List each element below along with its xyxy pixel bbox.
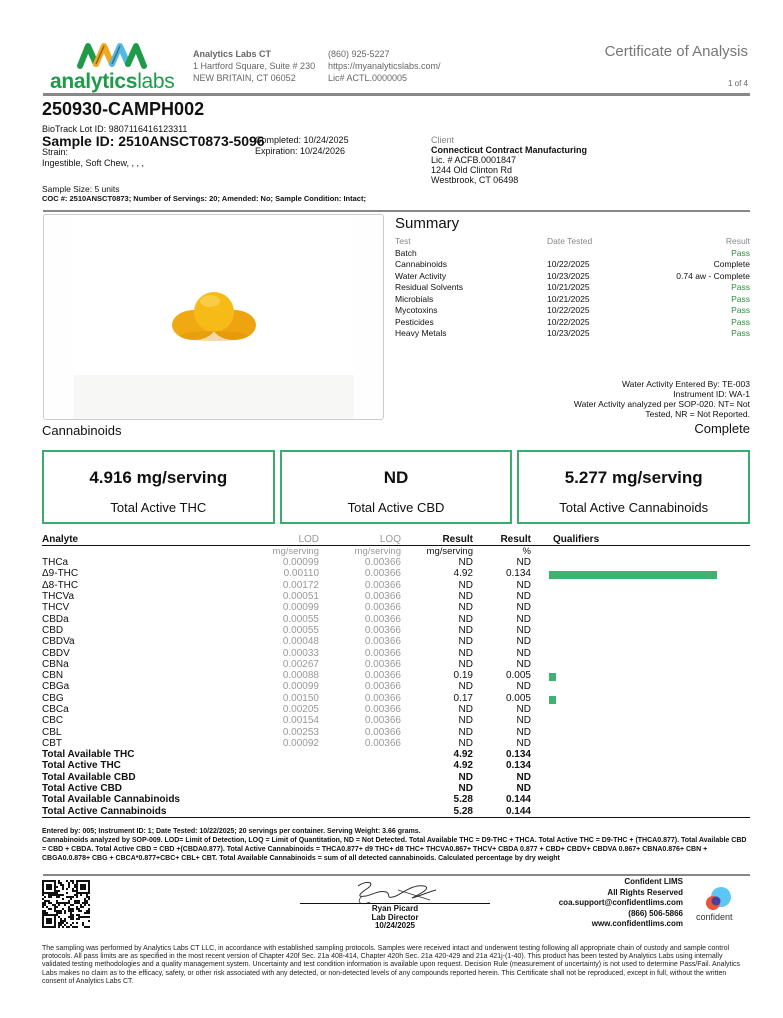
card-total-active-cannabinoids [517, 450, 750, 524]
summary-row [395, 248, 750, 260]
units-loq: mg/serving [354, 546, 401, 557]
card-label: Total Active Cannabinoids [559, 500, 709, 515]
analyte-name: CBN [42, 670, 64, 682]
analyte-row [42, 613, 750, 624]
analyte-qualifier [531, 726, 750, 737]
analyte-qualifier [531, 715, 750, 726]
units-lod: mg/serving [272, 546, 319, 557]
total-name: Total Available Cannabinoids [42, 794, 180, 806]
total-row [42, 749, 750, 760]
strain-label: Strain: [42, 147, 69, 157]
summary-result: Pass [731, 282, 750, 292]
analyte-result-pct: ND [516, 681, 531, 693]
analyte-result-pct: ND [516, 737, 531, 749]
analyte-qualifier [531, 670, 750, 681]
analyte-result-pct: 0.134 [505, 568, 531, 580]
analyte-name: CBDVa [42, 636, 75, 648]
analyte-result-pct: 0.005 [505, 670, 531, 682]
card-total-active-cbd [280, 450, 513, 524]
analyte-loq: 0.00366 [364, 658, 401, 670]
analyte-row [42, 670, 750, 681]
analyte-lod: 0.00099 [282, 681, 319, 693]
analyte-bar [549, 571, 717, 579]
lims-url-link[interactable]: www.confidentlims.com [591, 919, 683, 928]
analyte-row [42, 726, 750, 737]
analyte-loq: 0.00366 [364, 704, 401, 715]
total-name: Total Available THC [42, 749, 135, 761]
total-result-mg: 5.28 [401, 806, 473, 818]
total-name: Total Active THC [42, 760, 121, 772]
analyte-result-pct: ND [516, 704, 531, 715]
analyte-name: CBC [42, 715, 64, 727]
lims-name: Confident LIMS [624, 877, 683, 886]
analyte-result-mg: ND [458, 715, 473, 727]
summary-test: Water Activity [395, 270, 447, 281]
analyte-result-pct: 0.005 [505, 692, 531, 704]
summary-header-row [395, 236, 750, 248]
analyte-loq: 0.00366 [364, 557, 401, 569]
analyte-result-mg: ND [458, 602, 473, 614]
lab-phone: (860) 925-5227 [328, 49, 390, 59]
card-label: Total Active CBD [347, 500, 445, 515]
analyte-result-mg: ND [458, 624, 473, 636]
summary-header-result: Result [725, 236, 750, 246]
analytics-labs-logo [48, 40, 178, 96]
analyte-name: CBT [42, 737, 62, 749]
sample-id: Sample ID: 2510ANSCT0873-5096 [42, 133, 265, 149]
summary-test: Heavy Metals [395, 328, 447, 338]
confident-logo-text: confident [696, 912, 733, 922]
lims-info [559, 877, 683, 930]
cannabinoid-table [42, 534, 750, 818]
cannabinoids-title: Cannabinoids [42, 423, 122, 438]
summary-result: Pass [731, 316, 750, 327]
analyte-qualifier [531, 647, 750, 658]
card-total-active-thc [42, 450, 275, 524]
total-row [42, 772, 750, 783]
analyte-result-pct: ND [516, 557, 531, 569]
summary-date [547, 248, 647, 260]
analyte-name: THCV [42, 602, 70, 614]
total-row [42, 806, 750, 818]
summary-date: 10/22/2025 [547, 305, 590, 315]
summary-row [395, 294, 750, 306]
analyte-qualifier [531, 693, 750, 704]
header-result-pct: Result [473, 534, 531, 546]
logo-wordmark: analyticslabs [50, 70, 175, 93]
analyte-qualifier [531, 580, 750, 591]
analyte-loq: 0.00366 [364, 624, 401, 636]
analyte-result-mg: ND [458, 704, 473, 715]
analyte-result-mg: ND [458, 579, 473, 591]
client-info [431, 135, 587, 185]
analyte-qualifier [531, 591, 750, 602]
analyte-loq: 0.00366 [364, 579, 401, 591]
total-result-mg: ND [458, 783, 473, 795]
analyte-lod: 0.00099 [282, 602, 319, 614]
analyte-bar [549, 696, 556, 704]
analyte-result-pct: ND [516, 602, 531, 614]
analyte-result-mg: ND [458, 647, 473, 659]
analyte-lod: 0.00110 [283, 568, 319, 580]
qr-code[interactable] [42, 880, 90, 928]
units-result-pct: % [522, 546, 531, 557]
summary-test: Batch [395, 247, 417, 258]
summary-result: Pass [731, 328, 750, 338]
analyte-loq: 0.00366 [364, 670, 401, 682]
client-label: Client [431, 135, 455, 145]
analyte-loq: 0.00366 [364, 647, 401, 659]
summary-date: 10/22/2025 [547, 316, 590, 327]
summary-row [395, 305, 750, 317]
analyte-loq: 0.00366 [364, 602, 401, 614]
analyte-name: CBG [42, 692, 64, 704]
analyte-row [42, 580, 750, 591]
summary-test: Cannabinoids [395, 259, 447, 269]
analyte-result-mg: 0.19 [453, 670, 473, 682]
cannabinoid-summary-cards [42, 450, 750, 524]
total-result-pct: ND [516, 771, 531, 783]
lims-phone: (866) 506-5866 [628, 908, 683, 918]
analyte-result-pct: ND [516, 726, 531, 738]
soft-chew-image [44, 215, 384, 420]
analyte-name: Δ8-THC [42, 579, 79, 591]
analyte-qualifier [531, 636, 750, 647]
qr-code-icon [42, 880, 90, 928]
client-name: Connecticut Contract Manufacturing [431, 145, 588, 155]
analyte-loq: 0.00366 [364, 726, 401, 738]
analyte-name: THCa [42, 557, 69, 569]
analyte-result-pct: ND [516, 715, 531, 727]
analyte-qualifier [531, 557, 750, 568]
analyte-row [42, 704, 750, 715]
total-name: Total Active Cannabinoids [42, 806, 237, 818]
wa-sop-2: Tested, NR = Not Reported. [645, 409, 750, 419]
header-divider [43, 93, 750, 96]
total-result-mg: ND [458, 771, 473, 783]
analyte-result-mg: ND [458, 658, 473, 670]
header-loq: LOQ [319, 534, 401, 546]
header-qualifiers: Qualifiers [531, 534, 750, 546]
total-result-pct: 0.144 [505, 794, 531, 806]
analyte-result-pct: ND [516, 636, 531, 648]
table-header-row [42, 534, 750, 546]
total-name: Total Available CBD [42, 771, 136, 783]
analyte-row [42, 568, 750, 579]
wa-instrument: Instrument ID: WA-1 [673, 389, 750, 399]
analyte-lod: 0.00048 [282, 636, 319, 648]
header-analyte: Analyte [42, 534, 237, 546]
analyte-name: CBNa [42, 658, 69, 670]
analyte-row [42, 636, 750, 647]
analyte-result-pct: ND [516, 579, 531, 591]
analyte-name: CBDV [42, 647, 70, 659]
disclaimer: The sampling was performed by Analytics Labs CT LLC, in accordance with established sampling protocols. Samples were received intact and underwent testing following all appropriate chain of custody and sample control protocols. All pass limits are as specified in the most recent version of Chapter 420f Sec. 21a 408-414, Chapter 420h Sec. 21a 420-429 and 21a 421j-(1-40). This product has been tested by Analytics Labs using internally validated testing methodologies and a quality management system. Uncertainty and test condition information is available upon request. Decision Rule (measurement of uncertainty) is not used to determine Pass/Fail. Analytics Labs makes no claim as to the efficacy, safety, or other risk associated with any detected, or non-detected levels of any compounds reported herein. This Certificate shall not be reproduced, except in full, without the written consent of Analytics Labs CT. [42, 945, 741, 985]
analyte-result-mg: 4.92 [453, 568, 473, 580]
total-result-pct: ND [516, 783, 531, 795]
sample-size: Sample Size: 5 units [42, 184, 120, 194]
analyte-row [42, 715, 750, 726]
cannabinoids-status: Complete [694, 421, 750, 436]
signer-name: Ryan Picard [371, 904, 419, 913]
summary-header-date: Date Tested [547, 236, 593, 246]
lab-address-1: 1 Hartford Square, Suite # 230 [193, 61, 316, 71]
analyte-name: CBDa [42, 613, 69, 625]
sample-size-info [42, 184, 366, 204]
analyte-loq: 0.00366 [364, 613, 401, 625]
analyte-lod: 0.00099 [282, 557, 319, 569]
analyte-lod: 0.00088 [282, 670, 319, 682]
analyte-loq: 0.00366 [364, 591, 401, 603]
analyte-name: Δ9-THC [42, 568, 79, 580]
client-address-1: 1244 Old Clinton Rd [431, 165, 513, 175]
analyte-lod: 0.00205 [282, 704, 319, 715]
analyte-result-mg: ND [458, 557, 473, 569]
analyte-lod: 0.00092 [282, 737, 319, 749]
card-value: 4.916 mg/serving [89, 468, 228, 487]
signer-title: Lab Director [371, 912, 419, 922]
analyte-result-mg: ND [458, 737, 473, 749]
biotrack-lot-id: BioTrack Lot ID: 9807116416123311 [42, 124, 188, 134]
summary-header-test: Test [395, 236, 411, 246]
analyte-row [42, 659, 750, 670]
signer-date: 10/24/2025 [374, 921, 416, 930]
lab-name: Analytics Labs CT [193, 49, 272, 59]
units-row [42, 546, 750, 558]
total-result-mg: 4.92 [453, 760, 473, 772]
analyte-name: CBD [42, 624, 64, 636]
summary-result: Pass [731, 247, 750, 258]
analyte-loq: 0.00366 [364, 636, 401, 648]
client-license: Lic. # ACFB.0001847 [431, 155, 517, 165]
analyte-qualifier [531, 659, 750, 670]
product-photo [43, 214, 384, 420]
summary-row [395, 271, 750, 283]
lab-info [193, 48, 315, 84]
summary-date: 10/22/2025 [547, 259, 590, 269]
coc-info: COC #: 2510ANSCT0873; Number of Servings: 20; Amended: No; Sample Condition: Intact; [42, 194, 366, 203]
summary-title: Summary [395, 215, 460, 232]
lab-license: Lic# ACTL.0000005 [328, 73, 408, 83]
analyte-row [42, 647, 750, 658]
summary-result: Complete [713, 259, 750, 269]
analyte-lod: 0.00154 [282, 715, 319, 727]
card-label: Total Active THC [110, 500, 207, 515]
lab-address-2: NEW BRITAIN, CT 06052 [193, 73, 296, 83]
signer-block [300, 905, 490, 931]
batch-id: 250930-CAMPH002 [42, 99, 205, 119]
analyte-name: CBL [42, 726, 62, 738]
analyte-result-mg: ND [458, 591, 473, 603]
summary-table [395, 236, 750, 340]
analyte-row [42, 681, 750, 692]
total-result-pct: 0.134 [505, 749, 531, 761]
analyte-lod: 0.00051 [282, 591, 319, 603]
total-row [42, 783, 750, 794]
summary-row [395, 317, 750, 329]
analyte-loq: 0.00366 [364, 692, 401, 704]
wa-sop-1: Water Activity analyzed per SOP-020. NT= Not [573, 399, 750, 409]
analyte-result-pct: ND [516, 624, 531, 636]
analyte-result-mg: ND [458, 681, 473, 693]
analyte-name: THCVa [42, 591, 75, 603]
analyte-row [42, 591, 750, 602]
lab-contact [328, 48, 441, 84]
units-result-mg: mg/serving [426, 546, 473, 557]
analyte-lod: 0.00055 [282, 613, 319, 625]
analyte-lod: 0.00267 [282, 658, 319, 670]
analyte-qualifier [531, 625, 750, 636]
analyte-qualifier [531, 681, 750, 692]
total-result-pct: 0.134 [505, 760, 531, 772]
strain-info [42, 147, 144, 169]
summary-test: Microbials [395, 293, 434, 304]
summary-result: 0.74 aw - Complete [676, 270, 750, 281]
analyte-result-mg: ND [458, 613, 473, 625]
total-row [42, 794, 750, 805]
analyte-row [42, 602, 750, 613]
analyte-lod: 0.00033 [282, 647, 319, 659]
analyte-result-mg: 0.17 [453, 692, 473, 704]
notes-methodology: Cannabinoids analyzed by SOP-009. LOD= Limit of Detection, LOQ = Limit of Quantitation, ND = Not Detected. Total Available THC = D9-THC + THCA. Total Active THC = D9-THC + (THCA0.877). Total Available CBD = CBD + CBDA. Total Active CBD = CBD +(CBDA0.877). Total Active Cannabinoids = THCA0.877+ d9 THC+ d8 THC+ THCVA0.867+ THCV+ CBDA 0.877 + CBD+ CBDV+ CBDVA 0.867+ CBNA0.876+ CBN + CBGA0.0.878+ CBG + CBCA*0.877+CBC+ CBL+ CBT. Total Available Cannabinoids = sum of all detected cannabinoids. Calculated percentage by dry weight [42, 837, 747, 862]
analyte-qualifier [531, 568, 750, 579]
notes-divider [43, 874, 750, 876]
total-result-mg: 5.28 [453, 794, 473, 806]
summary-test: Mycotoxins [395, 305, 438, 315]
analyte-row [42, 557, 750, 568]
client-address-2: Westbrook, CT 06498 [431, 175, 519, 185]
summary-date: 10/21/2025 [547, 282, 590, 292]
analyte-lod: 0.00150 [282, 692, 319, 704]
analyte-lod: 0.00253 [282, 726, 319, 738]
analyte-qualifier [531, 613, 750, 624]
summary-row [395, 282, 750, 294]
analyte-row [42, 693, 750, 704]
analyte-result-pct: ND [516, 613, 531, 625]
matrix: Ingestible, Soft Chew, , , , [42, 158, 145, 168]
analyte-name: CBGa [42, 681, 70, 693]
completed-date: Completed: 10/24/2025 [255, 135, 349, 145]
summary-result: Pass [731, 305, 750, 315]
confident-logo [696, 886, 741, 926]
sample-dates [255, 135, 349, 157]
analyte-qualifier [531, 738, 750, 749]
total-row [42, 760, 750, 771]
page-number: 1 of 4 [727, 79, 748, 88]
analyte-row [42, 738, 750, 749]
summary-result: Pass [731, 293, 750, 304]
summary-date: 10/21/2025 [547, 293, 590, 304]
analyte-qualifier [531, 602, 750, 613]
lims-rights: All Rights Reserved [607, 887, 683, 897]
notes-entered-by: Entered by: 005; Instrument ID: 1; Date Tested: 10/22/2025; 20 servings per container. Serving Weight: 3.66 grams. [42, 828, 421, 835]
summary-row [395, 259, 750, 271]
total-result-mg: 4.92 [453, 749, 473, 761]
total-result-pct: 0.144 [473, 806, 531, 818]
confident-logo-icon [696, 886, 741, 912]
card-value: 5.277 mg/serving [564, 468, 703, 487]
analyte-qualifier [531, 704, 750, 715]
summary-date: 10/23/2025 [547, 270, 590, 281]
summary-test: Residual Solvents [395, 282, 464, 292]
total-name: Total Active CBD [42, 783, 123, 795]
analyte-result-pct: ND [516, 591, 531, 603]
analyte-loq: 0.00366 [364, 568, 401, 580]
header-lod: LOD [237, 534, 319, 546]
document-title: Certificate of Analysis [604, 43, 748, 60]
analyte-result-mg: ND [458, 636, 473, 648]
expiration-date: Expiration: 10/24/2026 [255, 146, 346, 156]
analyte-loq: 0.00366 [364, 681, 401, 693]
analyte-lod: 0.00172 [282, 579, 319, 591]
wa-entered-by: Water Activity Entered By: TE-003 [621, 379, 750, 389]
summary-date: 10/23/2025 [547, 328, 590, 338]
lims-email-link[interactable]: coa.support@confidentlims.com [558, 898, 683, 907]
water-activity-note [574, 379, 750, 419]
analyte-loq: 0.00366 [364, 715, 401, 727]
analyte-bar [549, 673, 556, 681]
lab-url-link[interactable]: https://myanalyticslabs.com/ [328, 61, 441, 71]
analyte-result-pct: ND [516, 647, 531, 659]
header-result-mg: Result [401, 534, 473, 546]
analyte-lod: 0.00055 [282, 624, 319, 636]
card-value: ND [383, 468, 409, 487]
cannabinoid-notes [42, 827, 752, 863]
analyte-result-mg: ND [458, 726, 473, 738]
analyte-loq: 0.00366 [364, 737, 401, 749]
summary-test: Pesticides [395, 316, 434, 327]
analyte-name: CBCa [42, 704, 69, 715]
zigzag-logo-icon [76, 40, 156, 70]
summary-row [395, 328, 750, 340]
analyte-row [42, 625, 750, 636]
analyte-result-pct: ND [516, 658, 531, 670]
section-divider [43, 210, 750, 212]
